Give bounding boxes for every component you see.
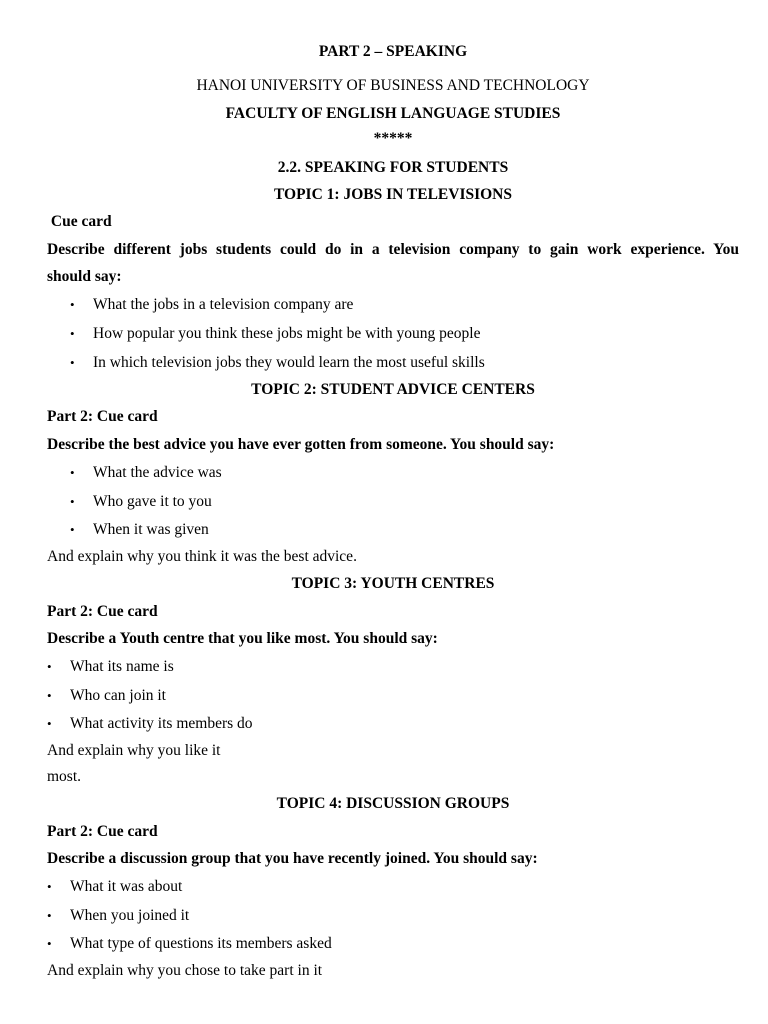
- topic-3-title: TOPIC 3: YOUTH CENTRES: [291, 575, 495, 592]
- bullet-icon: [47, 934, 52, 954]
- topic-4-prompt: Describe a discussion group that you have recently joined. You should say:: [47, 850, 538, 867]
- topic-4-closing: And explain why you chose to take part in it: [47, 962, 323, 979]
- topic-2-card-label: Part 2: Cue card: [47, 408, 158, 425]
- university-name: HANOI UNIVERSITY OF BUSINESS AND TECHNOLOGY: [196, 77, 590, 94]
- bullet-icon: [70, 520, 75, 540]
- faculty-name: FACULTY OF ENGLISH LANGUAGE STUDIES: [225, 105, 561, 122]
- bullet-icon: [70, 353, 75, 373]
- topic-1-title: TOPIC 1: JOBS IN TELEVISIONS: [273, 186, 513, 203]
- topic-4-bullet-1: What it was about: [70, 878, 183, 895]
- bullet-icon: [47, 686, 52, 706]
- topic-1-bullet-1: What the jobs in a television company are: [93, 296, 354, 313]
- topic-2-title: TOPIC 2: STUDENT ADVICE CENTERS: [251, 381, 535, 398]
- topic-3-bullet-3: What activity its members do: [70, 715, 253, 732]
- topic-2-bullet-1: What the advice was: [93, 464, 222, 481]
- topic-4-title: TOPIC 4: DISCUSSION GROUPS: [276, 795, 510, 812]
- topic-1-prompt-line1: Describe different jobs students could do in a television company to gain work experience. You: [47, 241, 739, 258]
- topic-2-bullet-3: When it was given: [93, 521, 209, 538]
- topic-3-closing-line1: And explain why you like it: [47, 742, 221, 759]
- topic-1-prompt-line2: should say:: [47, 268, 122, 285]
- bullet-icon: [70, 295, 75, 315]
- bullet-icon: [47, 906, 52, 926]
- topic-3-card-label: Part 2: Cue card: [47, 603, 158, 620]
- topic-4-bullet-3: What type of questions its members asked: [70, 935, 332, 952]
- section-heading: 2.2. SPEAKING FOR STUDENTS: [277, 159, 509, 176]
- topic-2-bullet-2: Who gave it to you: [93, 493, 212, 510]
- topic-3-prompt: Describe a Youth centre that you like most. You should say:: [47, 630, 438, 647]
- topic-3-bullet-1: What its name is: [70, 658, 174, 675]
- topic-2-closing: And explain why you think it was the best advice.: [47, 548, 357, 565]
- bullet-icon: [47, 714, 52, 734]
- bullet-icon: [47, 877, 52, 897]
- topic-3-bullet-2: Who can join it: [70, 687, 166, 704]
- topic-4-card-label: Part 2: Cue card: [47, 823, 158, 840]
- divider-stars: *****: [373, 130, 413, 147]
- topic-3-closing-line2: most.: [47, 768, 82, 785]
- bullet-icon: [70, 463, 75, 483]
- bullet-icon: [47, 657, 52, 677]
- topic-1-bullet-3: In which television jobs they would learn the most useful skills: [93, 354, 485, 371]
- bullet-icon: [70, 492, 75, 512]
- part-heading: PART 2 – SPEAKING: [318, 43, 468, 60]
- topic-4-bullet-2: When you joined it: [70, 907, 190, 924]
- bullet-icon: [70, 324, 75, 344]
- topic-2-prompt: Describe the best advice you have ever gotten from someone. You should say:: [47, 436, 555, 453]
- topic-1-bullet-2: How popular you think these jobs might be with young people: [93, 325, 481, 342]
- topic-1-card-label: Cue card: [47, 213, 112, 230]
